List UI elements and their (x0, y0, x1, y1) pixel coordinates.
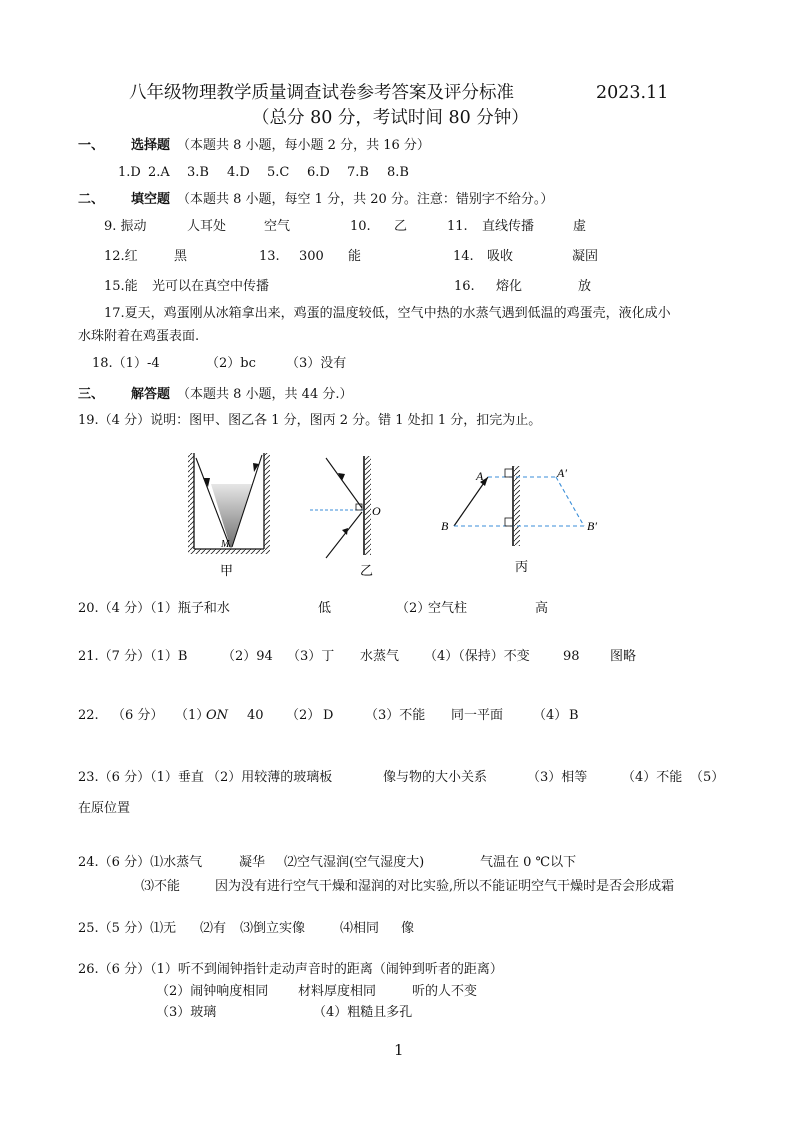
q17-line1: 17.夏天，鸡蛋刚从冰箱拿出来，鸡蛋的温度较低，空气中热的水蒸气遇到低温的鸡蛋壳，液化成小 (104, 306, 671, 321)
page-subtitle: （总分 80 分，考试时间 80 分钟） (252, 108, 529, 128)
q16-number: 16. (454, 279, 475, 294)
section2-name: 填空题 (131, 192, 171, 207)
q9-blank2: 人耳处 (187, 219, 227, 234)
q13-blank2: 能 (348, 249, 362, 264)
label-A: A (476, 469, 484, 483)
q24-part2: 凝华 (239, 855, 266, 870)
section3-name: 解答题 (131, 387, 171, 402)
q9-blank3: 空气 (264, 219, 291, 234)
container-right-wall (264, 453, 270, 549)
light-cone (211, 484, 252, 549)
section3-desc: （本题共 8 小题，共 44 分.） (177, 387, 353, 402)
q13-number: 13. (259, 249, 280, 264)
exam-date: 2023.11 (596, 83, 669, 103)
q10-blank1: 乙 (394, 219, 408, 234)
q18-part3: （3）没有 (286, 356, 347, 371)
q24-part4: 气温在 0 ℃以下 (480, 855, 577, 870)
q21-part3: （3）丁 (287, 649, 335, 664)
section1-number: 一、 (78, 138, 105, 153)
q20-part5: 高 (535, 601, 549, 616)
figure-label-yi: 乙 (360, 563, 374, 578)
image-AB (556, 477, 584, 526)
label-B: B (441, 519, 449, 533)
q18-part2: （2）bc (206, 356, 256, 371)
q23-part3: 像与物的大小关系 (383, 770, 488, 785)
q16-blank2: 放 (578, 279, 592, 294)
answer-7: 7.B (347, 165, 369, 180)
q24-part3: ⑵空气湿润(空气湿度大) (284, 855, 425, 870)
q26-line2-part3: 听的人不变 (412, 984, 478, 999)
q24-part1: 24.（6 分）⑴水蒸气 (78, 855, 203, 870)
q21-part2: （2）94 (222, 649, 273, 664)
q23-part1: 23.（6 分）（1）垂直 (78, 770, 204, 785)
q25-part5: 像 (401, 921, 415, 936)
q22-D: D (323, 708, 334, 723)
q18-part1: 18.（1）-4 (92, 356, 160, 371)
q25-part3: ⑶倒立实像 (240, 921, 306, 936)
label-A-prime: A′ (557, 466, 567, 480)
answer-5: 5.C (267, 165, 290, 180)
answer-6: 6.D (307, 165, 330, 180)
q22-p1: （1） (175, 708, 210, 723)
section3-number: 三、 (78, 387, 105, 402)
q9-blank1: 9. 振动 (104, 219, 147, 234)
q25-part2: ⑵有 (200, 921, 227, 936)
q20-part4: 空气柱 (428, 601, 468, 616)
q26-line2-part1: （2）闹钟响度相同 (156, 984, 269, 999)
q26-line1: 26.（6 分）（1）听不到闹钟指针走动声音时的距离（闹钟到听者的距离） (78, 962, 503, 977)
q19-text: 19.（4 分）说明：图甲、图乙各 1 分，图丙 2 分。错 1 处扣 1 分，扣完为止。 (78, 413, 542, 428)
q22-plane: 同一平面 (451, 708, 504, 723)
q23-part2: （2）用较薄的玻璃板 (207, 770, 333, 785)
q22-p3: （3）不能 (365, 708, 426, 723)
section1-name: 选择题 (131, 138, 171, 153)
label-M: M (221, 539, 230, 550)
q20-part1: 20.（4 分）（1）瓶子和水 (78, 601, 230, 616)
q12-blank1: 12.红 (104, 249, 138, 264)
q25-part4: ⑷相同 (340, 921, 380, 936)
q23-line2: 在原位置 (78, 801, 131, 816)
page-number: 1 (394, 1041, 404, 1059)
q23-part5: （4）不能 (622, 770, 683, 785)
ray-yi-bottom (326, 512, 362, 558)
figure-label-jia: 甲 (220, 563, 234, 578)
q23-part6: （5） (690, 770, 725, 785)
q11-number: 11. (447, 219, 468, 234)
answer-2: 2.A (148, 165, 170, 180)
section2-desc: （本题共 8 小题，每空 1 分，共 20 分。注意：错别字不给分。） (177, 192, 554, 207)
q15-blank1: 15.能 (104, 279, 138, 294)
q22-ON: ON (206, 708, 229, 723)
q24-line2-part2: 因为没有进行空气干燥和湿润的对比实验,所以不能证明空气干燥时是否会形成霜 (215, 879, 675, 894)
q26-line3-part2: （4）粗糙且多孔 (313, 1005, 413, 1020)
q22-p4: （4） (533, 708, 568, 723)
answer-8: 8.B (387, 165, 409, 180)
q20-part2: 低 (318, 601, 332, 616)
q25-part1: 25.（5 分）⑴无 (78, 921, 177, 936)
q16-blank1: 熔化 (496, 279, 523, 294)
q17-line2: 水珠附着在鸡蛋表面. (78, 329, 200, 344)
q22-p2: （2） (286, 708, 321, 723)
q26-line3-part1: （3）玻璃 (156, 1005, 217, 1020)
section2-number: 二、 (78, 192, 105, 207)
q21-part6: 98 (563, 649, 580, 664)
answer-4: 4.D (227, 165, 250, 180)
ray-yi-top (326, 458, 362, 508)
q22-number: 22. (78, 708, 99, 723)
q22-score: （6 分） (112, 708, 164, 723)
q14-blank1: 吸收 (487, 249, 514, 264)
q14-blank2: 凝固 (572, 249, 599, 264)
label-B-prime: B′ (587, 519, 597, 533)
q13-blank1: 300 (299, 249, 324, 264)
page-title: 八年级物理教学质量调查试卷参考答案及评分标准 (129, 83, 514, 103)
q12-blank2: 黑 (174, 249, 188, 264)
q20-part3: （2） (396, 601, 431, 616)
q10-number: 10. (350, 219, 371, 234)
q26-line2-part2: 材料厚度相同 (298, 984, 377, 999)
q11-blank1: 直线传播 (482, 219, 535, 234)
figure-yi (310, 456, 371, 558)
q22-B: B (569, 708, 579, 723)
label-O: O (372, 504, 381, 518)
q21-part7: 图略 (610, 649, 637, 664)
answer-3: 3.B (187, 165, 209, 180)
section1-desc: （本题共 8 小题，每小题 2 分，共 16 分） (177, 138, 430, 153)
q22-40: 40 (247, 708, 264, 723)
object-AB (454, 477, 488, 526)
q23-part4: （3）相等 (527, 770, 588, 785)
q24-line2-part1: ⑶不能 (141, 879, 181, 894)
q11-blank2: 虚 (573, 219, 587, 234)
answer-1: 1.D (118, 165, 141, 180)
figure-label-bing: 丙 (515, 559, 529, 574)
q21-part4: 水蒸气 (360, 649, 400, 664)
q15-blank2: 光可以在真空中传播 (152, 279, 270, 294)
q21-part1: 21.（7 分）（1）B (78, 649, 188, 664)
q21-part5: （4）（保持）不变 (424, 649, 530, 664)
container-left-wall (188, 453, 194, 549)
q14-number: 14. (453, 249, 474, 264)
